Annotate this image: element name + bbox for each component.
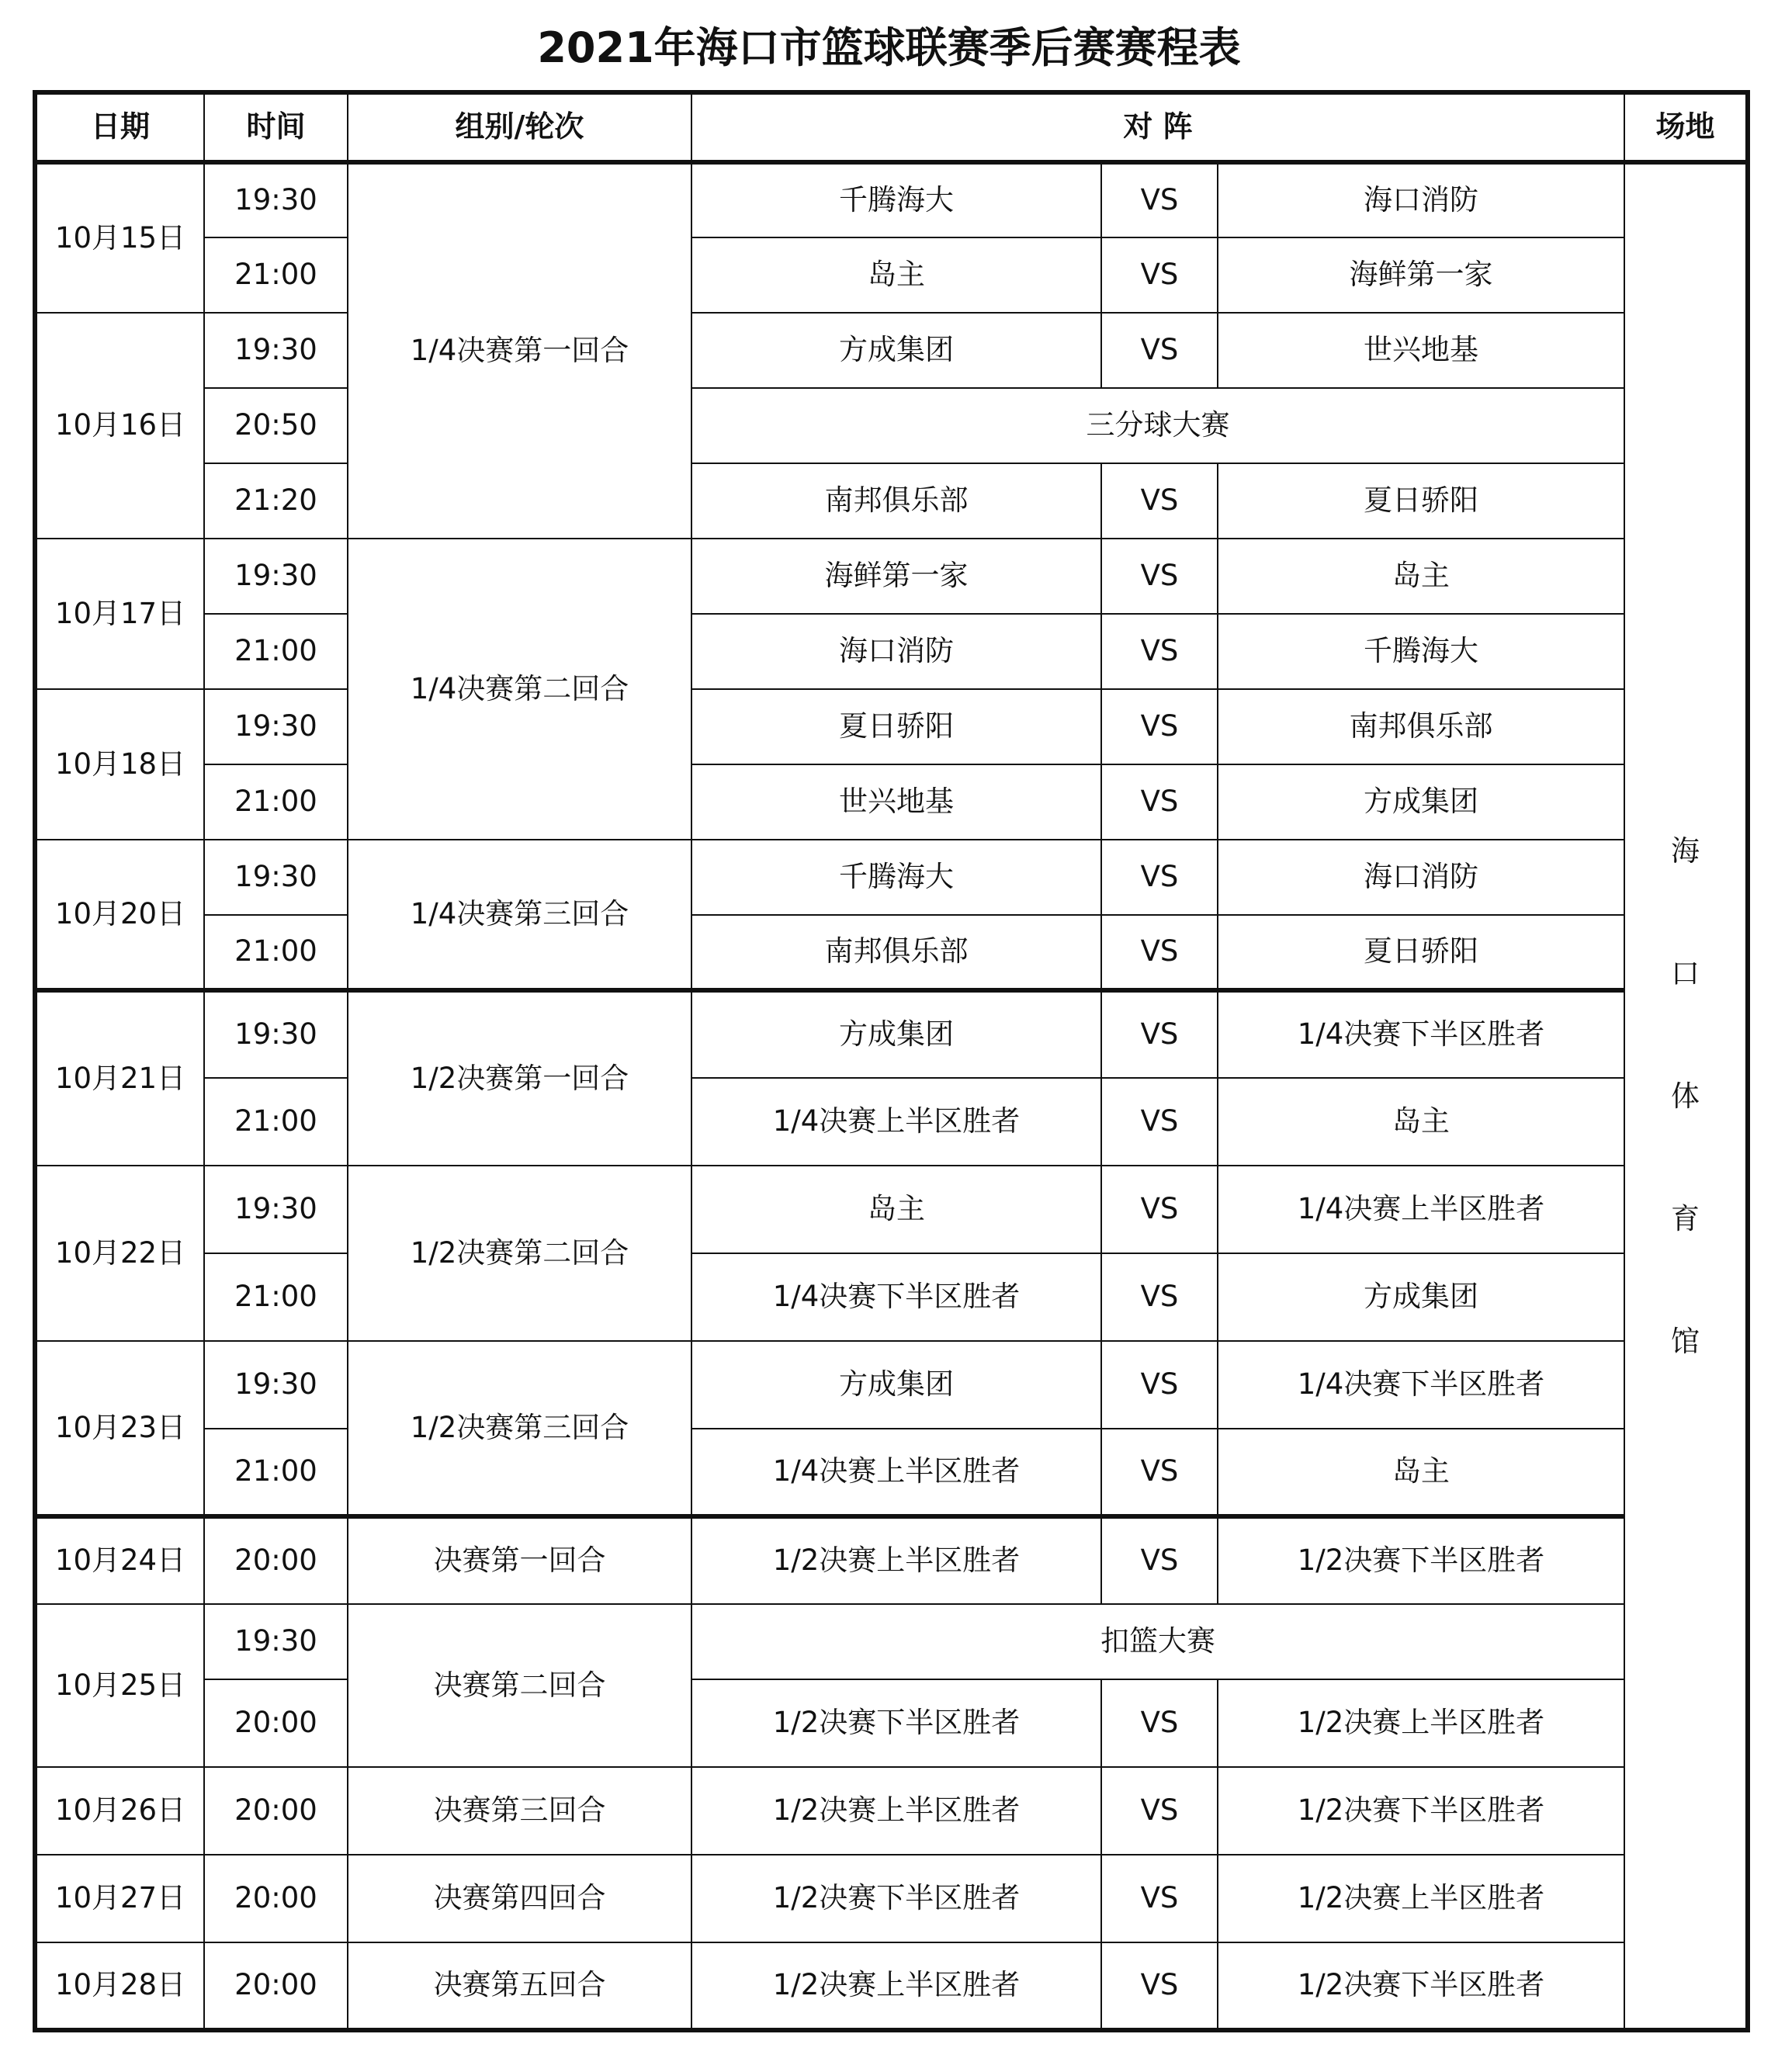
date-cell: 10月25日 [35, 1604, 204, 1767]
round-cell: 决赛第四回合 [348, 1855, 691, 1942]
header-time: 时间 [204, 92, 348, 162]
away-team-cell: 1/2决赛下半区胜者 [1218, 1942, 1624, 2030]
away-team-cell: 世兴地基 [1218, 313, 1624, 388]
table-row [35, 162, 1748, 237]
time-cell: 19:30 [204, 162, 348, 237]
time-cell: 21:00 [204, 1253, 348, 1341]
venue-char: 口 [1671, 956, 1700, 990]
home-team-cell: 1/2决赛上半区胜者 [691, 1516, 1101, 1604]
vs-cell: VS [1101, 1078, 1218, 1166]
home-team-cell: 海鲜第一家 [691, 539, 1101, 614]
vs-cell: VS [1101, 1679, 1218, 1767]
vs-cell: VS [1101, 313, 1218, 388]
time-cell: 21:00 [204, 915, 348, 990]
time-cell: 21:00 [204, 1429, 348, 1516]
away-team-cell: 岛主 [1218, 1429, 1624, 1516]
round-cell: 决赛第三回合 [348, 1767, 691, 1855]
table-row [35, 990, 1748, 1078]
vs-cell: VS [1101, 1341, 1218, 1429]
away-team-cell: 海口消防 [1218, 840, 1624, 915]
table-row [35, 1767, 1748, 1855]
home-team-cell: 1/2决赛下半区胜者 [691, 1855, 1101, 1942]
time-cell: 19:30 [204, 313, 348, 388]
time-cell: 20:50 [204, 388, 348, 463]
time-cell: 20:00 [204, 1679, 348, 1767]
venue-char: 海 [1671, 833, 1700, 868]
date-cell: 10月15日 [35, 162, 204, 313]
header-group: 组别/轮次 [348, 92, 691, 162]
away-team-cell: 方成集团 [1218, 1253, 1624, 1341]
home-team-cell: 方成集团 [691, 990, 1101, 1078]
date-cell: 10月22日 [35, 1166, 204, 1341]
away-team-cell: 1/4决赛上半区胜者 [1218, 1166, 1624, 1253]
away-team-cell: 海口消防 [1218, 162, 1624, 237]
away-team-cell: 夏日骄阳 [1218, 915, 1624, 990]
vs-cell: VS [1101, 840, 1218, 915]
vs-cell: VS [1101, 1942, 1218, 2030]
page-title: 2021年海口市篮球联赛季后赛赛程表 [537, 23, 1241, 72]
time-cell: 21:00 [204, 764, 348, 840]
away-team-cell: 1/4决赛下半区胜者 [1218, 1341, 1624, 1429]
schedule-table [33, 90, 1750, 2032]
venue-char: 体 [1671, 1079, 1700, 1113]
venue-char: 育 [1671, 1201, 1700, 1235]
time-cell: 21:20 [204, 463, 348, 539]
table-row [35, 1078, 1748, 1166]
time-cell: 19:30 [204, 1604, 348, 1679]
round-cell: 1/4决赛第二回合 [348, 539, 691, 840]
venue-cell [1624, 162, 1748, 2030]
date-cell: 10月26日 [35, 1767, 204, 1855]
home-team-cell: 1/4决赛上半区胜者 [691, 1429, 1101, 1516]
away-team-cell: 方成集团 [1218, 764, 1624, 840]
vs-cell: VS [1101, 463, 1218, 539]
time-cell: 20:00 [204, 1855, 348, 1942]
date-cell: 10月24日 [35, 1516, 204, 1604]
table-row [35, 1679, 1748, 1767]
table-row [35, 915, 1748, 990]
vs-cell: VS [1101, 614, 1218, 689]
date-cell: 10月21日 [35, 990, 204, 1166]
table-row [35, 539, 1748, 614]
away-team-cell: 1/4决赛下半区胜者 [1218, 990, 1624, 1078]
vs-cell: VS [1101, 915, 1218, 990]
away-team-cell: 千腾海大 [1218, 614, 1624, 689]
table-row [35, 764, 1748, 840]
time-cell: 20:00 [204, 1516, 348, 1604]
away-team-cell: 岛主 [1218, 539, 1624, 614]
date-cell: 10月20日 [35, 840, 204, 990]
away-team-cell: 岛主 [1218, 1078, 1624, 1166]
time-cell: 21:00 [204, 1078, 348, 1166]
away-team-cell: 南邦俱乐部 [1218, 689, 1624, 764]
round-cell: 决赛第五回合 [348, 1942, 691, 2030]
table-row [35, 1942, 1748, 2030]
home-team-cell: 1/2决赛下半区胜者 [691, 1679, 1101, 1767]
header-venue: 场地 [1624, 92, 1748, 162]
header-date: 日期 [35, 92, 204, 162]
table-row [35, 463, 1748, 539]
table-row [35, 1253, 1748, 1341]
header-row [35, 92, 1748, 162]
home-team-cell: 海口消防 [691, 614, 1101, 689]
date-cell: 10月27日 [35, 1855, 204, 1942]
table-row [35, 313, 1748, 388]
home-team-cell: 世兴地基 [691, 764, 1101, 840]
time-cell: 19:30 [204, 689, 348, 764]
vs-cell: VS [1101, 1767, 1218, 1855]
time-cell: 19:30 [204, 539, 348, 614]
round-cell: 1/2决赛第三回合 [348, 1341, 691, 1516]
table-row [35, 237, 1748, 313]
table-row [35, 1429, 1748, 1516]
vs-cell: VS [1101, 1429, 1218, 1516]
home-team-cell: 千腾海大 [691, 840, 1101, 915]
date-cell: 10月28日 [35, 1942, 204, 2030]
table-row [35, 388, 1748, 463]
home-team-cell: 1/4决赛上半区胜者 [691, 1078, 1101, 1166]
time-cell: 20:00 [204, 1767, 348, 1855]
home-team-cell: 夏日骄阳 [691, 689, 1101, 764]
round-cell: 1/4决赛第三回合 [348, 840, 691, 990]
date-cell: 10月23日 [35, 1341, 204, 1516]
venue-char: 馆 [1671, 1324, 1700, 1358]
header-match: 对 阵 [691, 92, 1624, 162]
vs-cell: VS [1101, 764, 1218, 840]
time-cell: 19:30 [204, 990, 348, 1078]
home-team-cell: 1/2决赛上半区胜者 [691, 1942, 1101, 2030]
away-team-cell: 1/2决赛下半区胜者 [1218, 1516, 1624, 1604]
table-row [35, 840, 1748, 915]
table-row [35, 1604, 1748, 1679]
home-team-cell: 方成集团 [691, 313, 1101, 388]
date-cell: 10月16日 [35, 313, 204, 539]
away-team-cell: 夏日骄阳 [1218, 463, 1624, 539]
vs-cell: VS [1101, 1516, 1218, 1604]
time-cell: 21:00 [204, 237, 348, 313]
event-cell-three-point: 三分球大赛 [691, 388, 1624, 463]
home-team-cell: 南邦俱乐部 [691, 915, 1101, 990]
vs-cell: VS [1101, 1253, 1218, 1341]
vs-cell: VS [1101, 689, 1218, 764]
away-team-cell: 1/2决赛上半区胜者 [1218, 1855, 1624, 1942]
home-team-cell: 岛主 [691, 1166, 1101, 1253]
table-row [35, 689, 1748, 764]
home-team-cell: 1/4决赛下半区胜者 [691, 1253, 1101, 1341]
home-team-cell: 方成集团 [691, 1341, 1101, 1429]
vs-cell: VS [1101, 990, 1218, 1078]
round-cell: 1/2决赛第一回合 [348, 990, 691, 1166]
round-cell: 决赛第一回合 [348, 1516, 691, 1604]
time-cell: 19:30 [204, 840, 348, 915]
time-cell: 19:30 [204, 1341, 348, 1429]
table-row [35, 1341, 1748, 1429]
round-cell: 1/2决赛第二回合 [348, 1166, 691, 1341]
date-cell: 10月18日 [35, 689, 204, 840]
date-cell: 10月17日 [35, 539, 204, 689]
round-cell: 1/4决赛第一回合 [348, 162, 691, 539]
event-cell-dunk: 扣篮大赛 [691, 1604, 1624, 1679]
time-cell: 20:00 [204, 1942, 348, 2030]
round-cell: 决赛第二回合 [348, 1604, 691, 1767]
home-team-cell: 千腾海大 [691, 162, 1101, 237]
table-row [35, 614, 1748, 689]
table-row [35, 1516, 1748, 1604]
away-team-cell: 1/2决赛上半区胜者 [1218, 1679, 1624, 1767]
vs-cell: VS [1101, 539, 1218, 614]
away-team-cell: 1/2决赛下半区胜者 [1218, 1767, 1624, 1855]
home-team-cell: 1/2决赛上半区胜者 [691, 1767, 1101, 1855]
time-cell: 21:00 [204, 614, 348, 689]
vs-cell: VS [1101, 237, 1218, 313]
away-team-cell: 海鲜第一家 [1218, 237, 1624, 313]
table-row [35, 1855, 1748, 1942]
vs-cell: VS [1101, 162, 1218, 237]
home-team-cell: 南邦俱乐部 [691, 463, 1101, 539]
vs-cell: VS [1101, 1855, 1218, 1942]
vs-cell: VS [1101, 1166, 1218, 1253]
table-row [35, 1166, 1748, 1253]
time-cell: 19:30 [204, 1166, 348, 1253]
home-team-cell: 岛主 [691, 237, 1101, 313]
